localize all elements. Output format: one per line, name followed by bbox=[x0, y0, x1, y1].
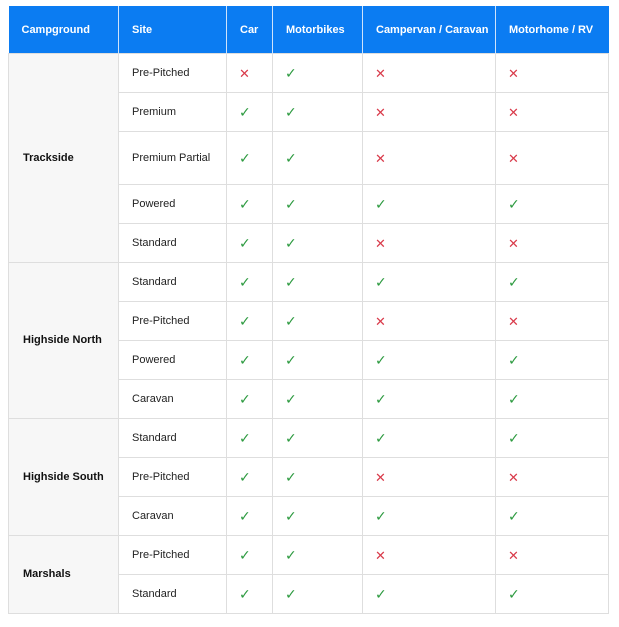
motorhome-rv-cell bbox=[496, 536, 609, 575]
campervan-caravan-cell bbox=[363, 224, 496, 263]
motorbikes-cell bbox=[273, 341, 363, 380]
motorhome-rv-cell bbox=[496, 302, 609, 341]
header-site: Site bbox=[119, 6, 227, 54]
check-icon: ✓ bbox=[375, 507, 387, 524]
check-icon: ✓ bbox=[285, 312, 297, 329]
motorbikes-cell bbox=[273, 380, 363, 419]
motorhome-rv-cell bbox=[496, 497, 609, 536]
table-row bbox=[9, 536, 609, 575]
campervan-caravan-cell bbox=[363, 458, 496, 497]
table-row bbox=[9, 263, 609, 302]
car-cell bbox=[227, 263, 273, 302]
campground-name: Highside South bbox=[9, 419, 119, 536]
check-icon: ✓ bbox=[508, 273, 520, 290]
motorbikes-cell bbox=[273, 497, 363, 536]
campervan-caravan-cell bbox=[363, 132, 496, 185]
car-cell bbox=[227, 380, 273, 419]
check-icon: ✓ bbox=[508, 390, 520, 407]
table-header bbox=[9, 6, 609, 54]
motorbikes-cell bbox=[273, 575, 363, 614]
check-icon: ✓ bbox=[239, 585, 251, 602]
header-row bbox=[9, 6, 609, 54]
check-icon: ✓ bbox=[285, 273, 297, 290]
car-cell bbox=[227, 54, 273, 93]
site-name: Pre-Pitched bbox=[119, 302, 227, 341]
motorhome-rv-cell bbox=[496, 380, 609, 419]
check-icon: ✓ bbox=[239, 390, 251, 407]
site-name: Caravan bbox=[119, 497, 227, 536]
car-cell bbox=[227, 224, 273, 263]
campervan-caravan-cell bbox=[363, 93, 496, 132]
car-cell bbox=[227, 302, 273, 341]
cross-icon: ✕ bbox=[239, 65, 250, 81]
check-icon: ✓ bbox=[239, 103, 251, 120]
check-icon: ✓ bbox=[285, 149, 297, 166]
motorbikes-cell bbox=[273, 302, 363, 341]
car-cell bbox=[227, 132, 273, 185]
check-icon: ✓ bbox=[239, 546, 251, 563]
site-name: Caravan bbox=[119, 380, 227, 419]
car-cell bbox=[227, 536, 273, 575]
check-icon: ✓ bbox=[285, 390, 297, 407]
motorbikes-cell bbox=[273, 132, 363, 185]
campervan-caravan-cell bbox=[363, 263, 496, 302]
motorhome-rv-cell bbox=[496, 341, 609, 380]
check-icon: ✓ bbox=[508, 351, 520, 368]
cross-icon: ✕ bbox=[508, 104, 519, 120]
check-icon: ✓ bbox=[285, 429, 297, 446]
header-motorbikes: Motorbikes bbox=[273, 6, 363, 54]
site-name: Premium bbox=[119, 93, 227, 132]
table-row bbox=[9, 419, 609, 458]
site-name: Powered bbox=[119, 185, 227, 224]
motorbikes-cell bbox=[273, 185, 363, 224]
check-icon: ✓ bbox=[285, 195, 297, 212]
campervan-caravan-cell bbox=[363, 302, 496, 341]
campervan-caravan-cell bbox=[363, 380, 496, 419]
motorbikes-cell bbox=[273, 263, 363, 302]
check-icon: ✓ bbox=[285, 234, 297, 251]
motorhome-rv-cell bbox=[496, 458, 609, 497]
check-icon: ✓ bbox=[239, 351, 251, 368]
motorhome-rv-cell bbox=[496, 224, 609, 263]
check-icon: ✓ bbox=[508, 585, 520, 602]
car-cell bbox=[227, 185, 273, 224]
campervan-caravan-cell bbox=[363, 575, 496, 614]
campground-site-table bbox=[8, 6, 609, 614]
cross-icon: ✕ bbox=[375, 235, 386, 251]
check-icon: ✓ bbox=[285, 64, 297, 81]
check-icon: ✓ bbox=[375, 273, 387, 290]
campervan-caravan-cell bbox=[363, 497, 496, 536]
site-name: Pre-Pitched bbox=[119, 458, 227, 497]
car-cell bbox=[227, 575, 273, 614]
campground-name: Trackside bbox=[9, 54, 119, 263]
table-body bbox=[9, 54, 609, 614]
check-icon: ✓ bbox=[239, 273, 251, 290]
car-cell bbox=[227, 341, 273, 380]
motorhome-rv-cell bbox=[496, 419, 609, 458]
motorbikes-cell bbox=[273, 536, 363, 575]
site-name: Standard bbox=[119, 419, 227, 458]
cross-icon: ✕ bbox=[508, 469, 519, 485]
header-campervan-caravan: Campervan / Caravan bbox=[363, 6, 496, 54]
motorbikes-cell bbox=[273, 458, 363, 497]
check-icon: ✓ bbox=[239, 149, 251, 166]
cross-icon: ✕ bbox=[375, 150, 386, 166]
check-icon: ✓ bbox=[285, 351, 297, 368]
cross-icon: ✕ bbox=[375, 104, 386, 120]
site-name: Pre-Pitched bbox=[119, 54, 227, 93]
cross-icon: ✕ bbox=[375, 469, 386, 485]
cross-icon: ✕ bbox=[375, 65, 386, 81]
car-cell bbox=[227, 93, 273, 132]
motorbikes-cell bbox=[273, 54, 363, 93]
check-icon: ✓ bbox=[239, 429, 251, 446]
car-cell bbox=[227, 419, 273, 458]
site-name: Pre-Pitched bbox=[119, 536, 227, 575]
campervan-caravan-cell bbox=[363, 419, 496, 458]
car-cell bbox=[227, 497, 273, 536]
check-icon: ✓ bbox=[375, 390, 387, 407]
header-motorhome-rv: Motorhome / RV bbox=[496, 6, 609, 54]
header-campground: Campground bbox=[9, 6, 119, 54]
cross-icon: ✕ bbox=[508, 235, 519, 251]
car-cell bbox=[227, 458, 273, 497]
motorhome-rv-cell bbox=[496, 263, 609, 302]
motorbikes-cell bbox=[273, 419, 363, 458]
motorbikes-cell bbox=[273, 224, 363, 263]
check-icon: ✓ bbox=[285, 468, 297, 485]
campground-table-container bbox=[8, 6, 609, 614]
campervan-caravan-cell bbox=[363, 536, 496, 575]
check-icon: ✓ bbox=[375, 429, 387, 446]
motorhome-rv-cell bbox=[496, 93, 609, 132]
check-icon: ✓ bbox=[285, 103, 297, 120]
motorhome-rv-cell bbox=[496, 185, 609, 224]
cross-icon: ✕ bbox=[508, 547, 519, 563]
site-name: Premium Partial bbox=[119, 132, 227, 185]
check-icon: ✓ bbox=[375, 585, 387, 602]
campervan-caravan-cell bbox=[363, 341, 496, 380]
check-icon: ✓ bbox=[239, 507, 251, 524]
motorhome-rv-cell bbox=[496, 54, 609, 93]
check-icon: ✓ bbox=[508, 429, 520, 446]
cross-icon: ✕ bbox=[508, 150, 519, 166]
check-icon: ✓ bbox=[239, 195, 251, 212]
check-icon: ✓ bbox=[375, 351, 387, 368]
site-name: Standard bbox=[119, 224, 227, 263]
cross-icon: ✕ bbox=[508, 65, 519, 81]
motorbikes-cell bbox=[273, 93, 363, 132]
check-icon: ✓ bbox=[285, 507, 297, 524]
check-icon: ✓ bbox=[285, 585, 297, 602]
motorhome-rv-cell bbox=[496, 132, 609, 185]
motorhome-rv-cell bbox=[496, 575, 609, 614]
campground-name: Highside North bbox=[9, 263, 119, 419]
check-icon: ✓ bbox=[239, 234, 251, 251]
header-car: Car bbox=[227, 6, 273, 54]
cross-icon: ✕ bbox=[508, 313, 519, 329]
cross-icon: ✕ bbox=[375, 547, 386, 563]
campground-name: Marshals bbox=[9, 536, 119, 614]
site-name: Standard bbox=[119, 575, 227, 614]
check-icon: ✓ bbox=[375, 195, 387, 212]
site-name: Powered bbox=[119, 341, 227, 380]
check-icon: ✓ bbox=[508, 507, 520, 524]
site-name: Standard bbox=[119, 263, 227, 302]
check-icon: ✓ bbox=[239, 468, 251, 485]
check-icon: ✓ bbox=[508, 195, 520, 212]
cross-icon: ✕ bbox=[375, 313, 386, 329]
check-icon: ✓ bbox=[285, 546, 297, 563]
campervan-caravan-cell bbox=[363, 54, 496, 93]
check-icon: ✓ bbox=[239, 312, 251, 329]
table-row bbox=[9, 54, 609, 93]
campervan-caravan-cell bbox=[363, 185, 496, 224]
